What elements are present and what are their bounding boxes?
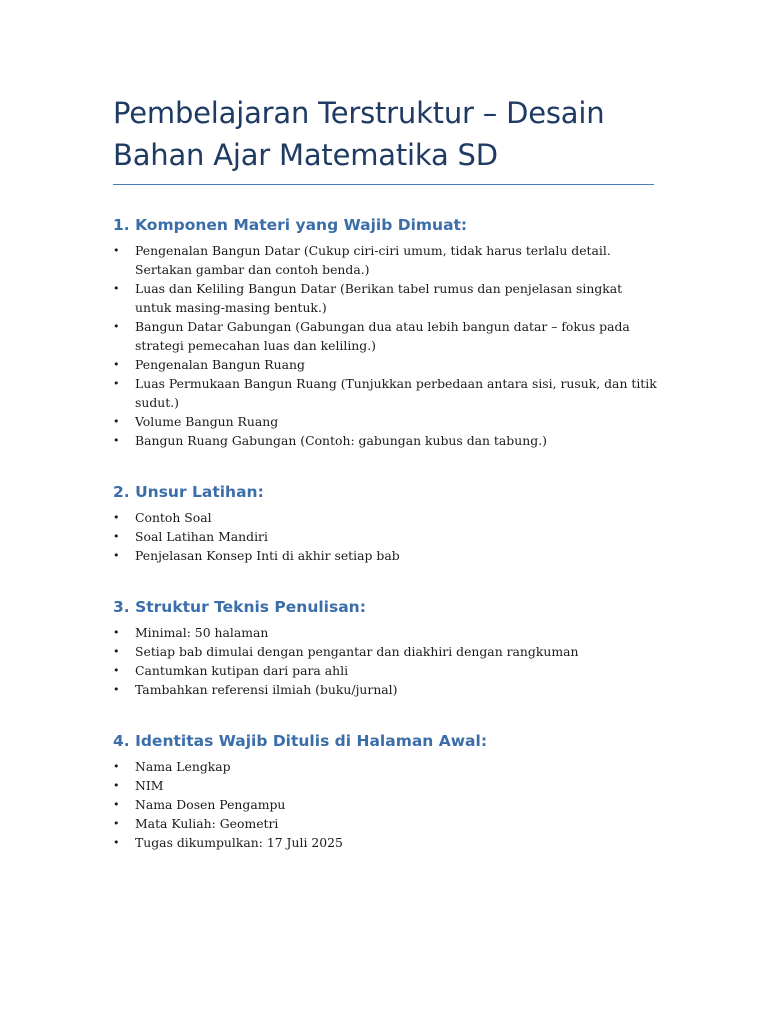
bullet-list — [113, 241, 658, 450]
bullet-list — [113, 623, 658, 699]
section-heading: 3. Struktur Teknis Penulisan: — [113, 598, 366, 616]
bullet-icon: • — [113, 530, 120, 543]
section-identitas-wajib — [113, 731, 658, 852]
list-item — [113, 374, 658, 412]
list-item-text: Contoh Soal — [135, 510, 212, 525]
list-item-text: Setiap bab dimulai dengan pengantar dan diakhiri dengan rangkuman — [135, 644, 579, 659]
bullet-icon: • — [113, 760, 120, 773]
section-heading: 2. Unsur Latihan: — [113, 483, 264, 501]
list-item — [113, 279, 658, 317]
section-struktur-teknis — [113, 597, 658, 699]
list-item-text: Nama Lengkap — [135, 759, 231, 774]
list-item — [113, 776, 658, 795]
list-item — [113, 661, 658, 680]
bullet-icon: • — [113, 626, 120, 639]
list-item — [113, 241, 658, 279]
list-item — [113, 431, 658, 450]
bullet-list — [113, 757, 658, 852]
list-item — [113, 642, 658, 661]
bullet-icon: • — [113, 282, 120, 295]
bullet-icon: • — [113, 415, 120, 428]
list-item — [113, 317, 658, 355]
section-heading: 4. Identitas Wajib Ditulis di Halaman Awal: — [113, 732, 488, 750]
bullet-icon: • — [113, 377, 120, 390]
bullet-icon: • — [113, 320, 120, 333]
title-underline — [113, 184, 654, 185]
bullet-list — [113, 508, 658, 565]
list-item-text: Luas dan Keliling Bangun Datar (Berikan tabel rumus dan penjelasan singkat untuk masing-masing bentuk.) — [135, 281, 623, 315]
bullet-icon: • — [113, 511, 120, 524]
bullet-icon: • — [113, 664, 120, 677]
list-item-text: Luas Permukaan Bangun Ruang (Tunjukkan perbedaan antara sisi, rusuk, dan titik sudut.) — [135, 376, 657, 410]
list-item-text: Bangun Ruang Gabungan (Contoh: gabungan kubus dan tabung.) — [135, 433, 547, 448]
bullet-icon: • — [113, 779, 120, 792]
list-item — [113, 795, 658, 814]
list-item-text: Mata Kuliah: Geometri — [135, 816, 279, 831]
document-title: Pembelajaran Terstruktur – Desain Bahan Ajar Matematika SD — [113, 96, 605, 172]
bullet-icon: • — [113, 358, 120, 371]
bullet-icon: • — [113, 817, 120, 830]
list-item — [113, 833, 658, 852]
bullet-icon: • — [113, 244, 120, 257]
section-unsur-latihan — [113, 482, 658, 565]
list-item-text: Soal Latihan Mandiri — [135, 529, 268, 544]
bullet-icon: • — [113, 683, 120, 696]
bullet-icon: • — [113, 836, 120, 849]
list-item — [113, 680, 658, 699]
list-item-text: Volume Bangun Ruang — [135, 414, 279, 429]
list-item — [113, 527, 658, 546]
list-item-text: NIM — [135, 778, 164, 793]
list-item-text: Penjelasan Konsep Inti di akhir setiap bab — [135, 548, 400, 563]
list-item — [113, 508, 658, 527]
bullet-icon: • — [113, 798, 120, 811]
list-item-text: Pengenalan Bangun Datar (Cukup ciri-ciri umum, tidak harus terlalu detail. Sertakan gambar dan contoh benda.) — [135, 243, 611, 277]
bullet-icon: • — [113, 645, 120, 658]
list-item — [113, 757, 658, 776]
list-item-text: Bangun Datar Gabungan (Gabungan dua atau lebih bangun datar – fokus pada strategi pemecahan luas dan keliling.) — [135, 319, 630, 353]
list-item-text: Cantumkan kutipan dari para ahli — [135, 663, 349, 678]
list-item — [113, 546, 658, 565]
list-item-text: Pengenalan Bangun Ruang — [135, 357, 305, 372]
list-item — [113, 623, 658, 642]
list-item-text: Minimal: 50 halaman — [135, 625, 269, 640]
list-item-text: Tambahkan referensi ilmiah (buku/jurnal) — [135, 682, 398, 697]
section-heading: 1. Komponen Materi yang Wajib Dimuat: — [113, 216, 468, 234]
list-item — [113, 814, 658, 833]
bullet-icon: • — [113, 434, 120, 447]
section-komponen-materi — [113, 215, 658, 450]
list-item — [113, 355, 658, 374]
list-item-text: Nama Dosen Pengampu — [135, 797, 286, 812]
bullet-icon: • — [113, 549, 120, 562]
document-page — [113, 92, 658, 852]
list-item — [113, 412, 658, 431]
list-item-text: Tugas dikumpulkan: 17 Juli 2025 — [135, 835, 343, 850]
